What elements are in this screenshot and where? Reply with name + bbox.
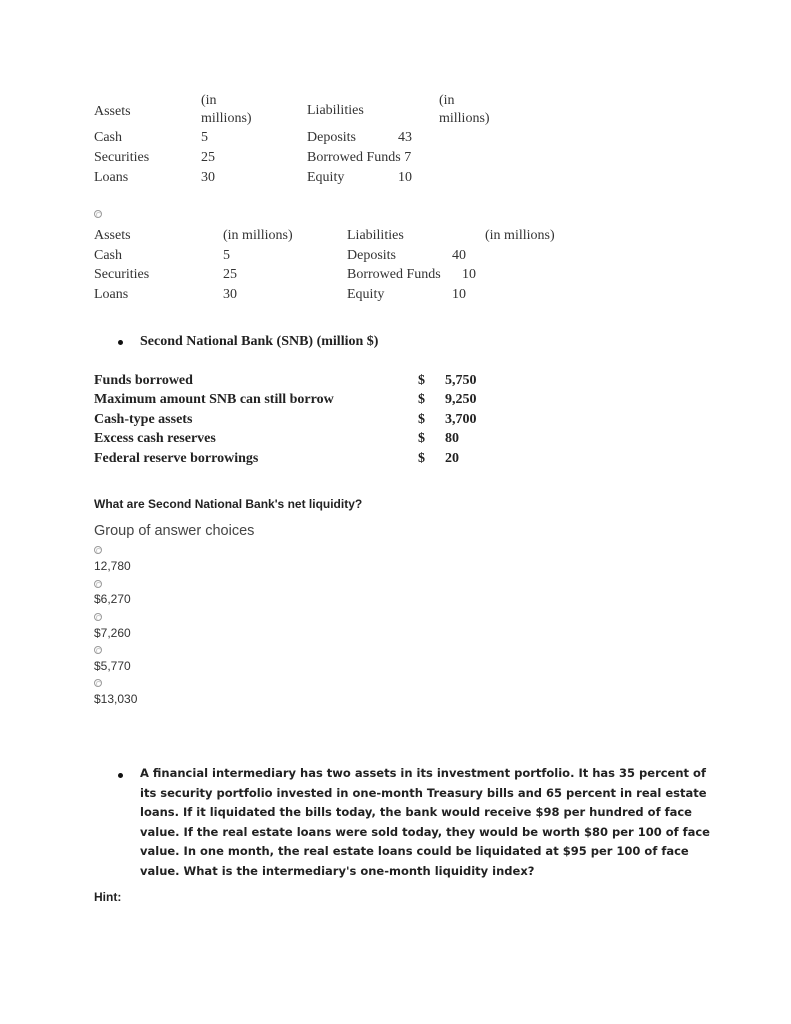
- currency-symbol: $: [418, 373, 425, 388]
- liability-name: Equity: [307, 170, 345, 185]
- answer-radio[interactable]: [94, 546, 102, 554]
- currency-symbol: $: [418, 451, 425, 466]
- assets-header: Assets: [94, 228, 131, 243]
- asset-value: 5: [223, 248, 230, 263]
- answer-choice-label[interactable]: $5,770: [94, 659, 131, 673]
- snb-row-value: 5,750: [445, 373, 477, 388]
- asset-value: 30: [201, 170, 215, 185]
- answer-choice-label[interactable]: $13,030: [94, 692, 138, 706]
- snb-row-value: 80: [445, 431, 459, 446]
- liability-name: Deposits: [307, 130, 356, 145]
- liability-value: 40: [452, 248, 466, 263]
- liabilities-header: Liabilities: [347, 228, 404, 243]
- asset-name: Loans: [94, 170, 129, 185]
- liability-value: 10: [398, 170, 412, 185]
- bullet-icon: [118, 340, 123, 345]
- asset-value: 30: [223, 287, 237, 302]
- snb-row-value: 20: [445, 451, 459, 466]
- asset-name: Securities: [94, 150, 150, 165]
- liability-value: 10: [452, 287, 466, 302]
- answer-choice-label[interactable]: $7,260: [94, 626, 131, 640]
- asset-value: 25: [223, 267, 237, 282]
- snb-row-label: Maximum amount SNB can still borrow: [94, 392, 334, 407]
- assets-unit: (in millions): [223, 228, 293, 243]
- snb-heading: Second National Bank (SNB) (million $): [140, 334, 379, 349]
- liability-name: Equity: [347, 287, 385, 302]
- liabilities-unit-line1: (in: [439, 93, 455, 108]
- answer-radio[interactable]: [94, 646, 102, 654]
- next-question-text: A financial intermediary has two assets in its investment portfolio. It has 35 percent of its security portfolio invested in one-month Treasury bills and 65 percent in real estate loans. If it liquidated the bills today, the bank would receive $98 per hundred of face value. If the real estate loans were sold today, they would be worth $80 per 100 of face value. In one month, the real estate loans could be liquidated at $95 per 100 of face value. What is the intermediary's one-month liquidity index?: [140, 766, 710, 878]
- asset-value: 5: [201, 130, 208, 145]
- liabilities-unit-line2: millions): [439, 111, 490, 126]
- asset-name: Loans: [94, 287, 129, 302]
- snb-row-label: Cash-type assets: [94, 412, 193, 427]
- assets-unit-line1: (in: [201, 93, 217, 108]
- liabilities-header: Liabilities: [307, 103, 364, 118]
- assets-header: Assets: [94, 104, 131, 119]
- liability-value: 43: [398, 130, 412, 145]
- assets-unit-line2: millions): [201, 111, 252, 126]
- answer-choice-label[interactable]: $6,270: [94, 592, 131, 606]
- hint-label: Hint:: [94, 890, 122, 904]
- snb-row-value: 3,700: [445, 412, 477, 427]
- snb-row-label: Funds borrowed: [94, 373, 193, 388]
- answer-choice-label[interactable]: 12,780: [94, 559, 131, 573]
- currency-symbol: $: [418, 392, 425, 407]
- liability-value: 10: [462, 267, 476, 282]
- liability-name: Borrowed Funds: [347, 267, 441, 282]
- snb-row-value: 9,250: [445, 392, 477, 407]
- bullet-icon: [118, 773, 123, 778]
- snb-row-label: Federal reserve borrowings: [94, 451, 259, 466]
- currency-symbol: $: [418, 412, 425, 427]
- asset-value: 25: [201, 150, 215, 165]
- answer-radio[interactable]: [94, 613, 102, 621]
- asset-name: Cash: [94, 248, 122, 263]
- liability-name: Borrowed Funds 7: [307, 150, 412, 165]
- answer-radio[interactable]: [94, 580, 102, 588]
- asset-name: Cash: [94, 130, 122, 145]
- question-text: What are Second National Bank's net liquidity?: [94, 497, 363, 511]
- group-label: Group of answer choices: [94, 523, 255, 539]
- liabilities-unit: (in millions): [485, 228, 555, 243]
- currency-symbol: $: [418, 431, 425, 446]
- answer-radio[interactable]: [94, 210, 102, 218]
- snb-row-label: Excess cash reserves: [94, 431, 216, 446]
- answer-radio[interactable]: [94, 679, 102, 687]
- asset-name: Securities: [94, 267, 150, 282]
- liability-name: Deposits: [347, 248, 396, 263]
